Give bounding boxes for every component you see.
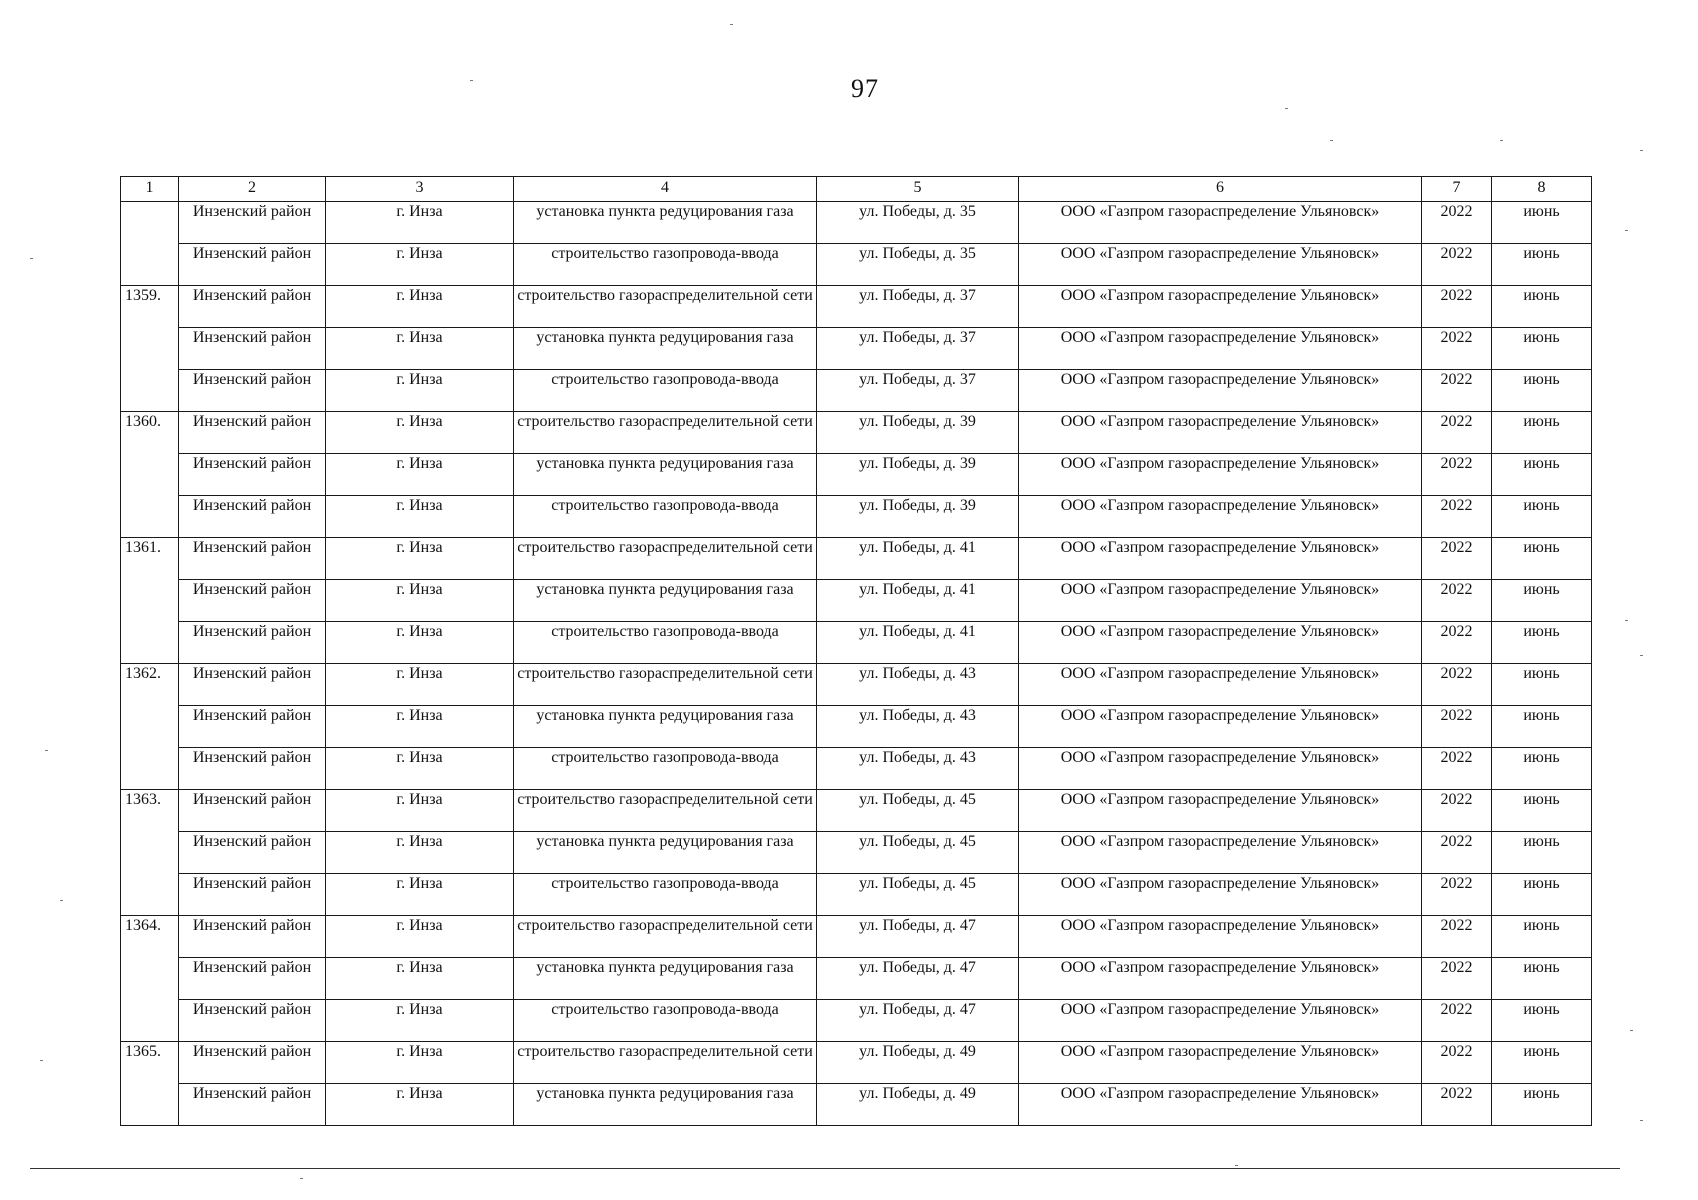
address-cell: ул. Победы, д. 47 bbox=[817, 958, 1019, 1000]
settlement-cell: г. Инза bbox=[326, 1084, 514, 1126]
year-cell: 2022 bbox=[1422, 286, 1492, 328]
organization-cell: ООО «Газпром газораспределение Ульяновск» bbox=[1019, 328, 1422, 370]
organization-cell: ООО «Газпром газораспределение Ульяновск» bbox=[1019, 1084, 1422, 1126]
address-cell: ул. Победы, д. 39 bbox=[817, 412, 1019, 454]
organization-cell: ООО «Газпром газораспределение Ульяновск» bbox=[1019, 748, 1422, 790]
month-cell: июнь bbox=[1492, 622, 1592, 664]
year-cell: 2022 bbox=[1422, 244, 1492, 286]
settlement-cell: г. Инза bbox=[326, 412, 514, 454]
year-cell: 2022 bbox=[1422, 916, 1492, 958]
work-type-cell: установка пункта редуцирования газа bbox=[514, 1084, 817, 1126]
district-cell: Инзенский район bbox=[179, 958, 326, 1000]
address-cell: ул. Победы, д. 39 bbox=[817, 454, 1019, 496]
month-cell: июнь bbox=[1492, 832, 1592, 874]
address-cell: ул. Победы, д. 43 bbox=[817, 706, 1019, 748]
settlement-cell: г. Инза bbox=[326, 706, 514, 748]
object-number-cell: 1364. bbox=[121, 916, 179, 1042]
organization-cell: ООО «Газпром газораспределение Ульяновск» bbox=[1019, 580, 1422, 622]
year-cell: 2022 bbox=[1422, 202, 1492, 244]
year-cell: 2022 bbox=[1422, 1042, 1492, 1084]
page-number: 97 bbox=[851, 74, 879, 103]
table-row bbox=[121, 454, 1592, 496]
scan-speck bbox=[730, 24, 733, 25]
header-col-1: 1 bbox=[121, 177, 179, 202]
address-cell: ул. Победы, д. 35 bbox=[817, 244, 1019, 286]
work-type-cell: строительство газораспределительной сети bbox=[514, 412, 817, 454]
scan-speck bbox=[60, 900, 63, 901]
scan-speck bbox=[1330, 140, 1333, 141]
month-cell: июнь bbox=[1492, 328, 1592, 370]
settlement-cell: г. Инза bbox=[326, 496, 514, 538]
table-row bbox=[121, 790, 1592, 832]
month-cell: июнь bbox=[1492, 958, 1592, 1000]
scan-speck bbox=[40, 1060, 43, 1061]
organization-cell: ООО «Газпром газораспределение Ульяновск» bbox=[1019, 622, 1422, 664]
work-type-cell: установка пункта редуцирования газа bbox=[514, 958, 817, 1000]
district-cell: Инзенский район bbox=[179, 832, 326, 874]
work-type-cell: строительство газораспределительной сети bbox=[514, 664, 817, 706]
district-cell: Инзенский район bbox=[179, 286, 326, 328]
district-cell: Инзенский район bbox=[179, 412, 326, 454]
works-schedule-table bbox=[120, 176, 1592, 1126]
month-cell: июнь bbox=[1492, 202, 1592, 244]
settlement-cell: г. Инза bbox=[326, 748, 514, 790]
table-row bbox=[121, 958, 1592, 1000]
work-type-cell: строительство газопровода-ввода bbox=[514, 748, 817, 790]
table-row bbox=[121, 412, 1592, 454]
work-type-cell: строительство газораспределительной сети bbox=[514, 538, 817, 580]
object-number-cell: 1361. bbox=[121, 538, 179, 664]
month-cell: июнь bbox=[1492, 874, 1592, 916]
organization-cell: ООО «Газпром газораспределение Ульяновск» bbox=[1019, 916, 1422, 958]
work-type-cell: установка пункта редуцирования газа bbox=[514, 454, 817, 496]
scan-speck bbox=[470, 80, 473, 81]
year-cell: 2022 bbox=[1422, 748, 1492, 790]
settlement-cell: г. Инза bbox=[326, 622, 514, 664]
header-col-6: 6 bbox=[1019, 177, 1422, 202]
settlement-cell: г. Инза bbox=[326, 790, 514, 832]
year-cell: 2022 bbox=[1422, 538, 1492, 580]
address-cell: ул. Победы, д. 39 bbox=[817, 496, 1019, 538]
district-cell: Инзенский район bbox=[179, 790, 326, 832]
settlement-cell: г. Инза bbox=[326, 244, 514, 286]
year-cell: 2022 bbox=[1422, 412, 1492, 454]
address-cell: ул. Победы, д. 49 bbox=[817, 1042, 1019, 1084]
settlement-cell: г. Инза bbox=[326, 202, 514, 244]
work-type-cell: строительство газопровода-ввода bbox=[514, 370, 817, 412]
settlement-cell: г. Инза bbox=[326, 664, 514, 706]
address-cell: ул. Победы, д. 41 bbox=[817, 622, 1019, 664]
organization-cell: ООО «Газпром газораспределение Ульяновск» bbox=[1019, 286, 1422, 328]
year-cell: 2022 bbox=[1422, 622, 1492, 664]
year-cell: 2022 bbox=[1422, 496, 1492, 538]
month-cell: июнь bbox=[1492, 1000, 1592, 1042]
work-type-cell: строительство газораспределительной сети bbox=[514, 1042, 817, 1084]
settlement-cell: г. Инза bbox=[326, 832, 514, 874]
organization-cell: ООО «Газпром газораспределение Ульяновск» bbox=[1019, 538, 1422, 580]
year-cell: 2022 bbox=[1422, 790, 1492, 832]
address-cell: ул. Победы, д. 41 bbox=[817, 580, 1019, 622]
table-row bbox=[121, 370, 1592, 412]
month-cell: июнь bbox=[1492, 244, 1592, 286]
district-cell: Инзенский район bbox=[179, 454, 326, 496]
address-cell: ул. Победы, д. 45 bbox=[817, 832, 1019, 874]
table-row bbox=[121, 1084, 1592, 1126]
year-cell: 2022 bbox=[1422, 874, 1492, 916]
year-cell: 2022 bbox=[1422, 328, 1492, 370]
table-row bbox=[121, 244, 1592, 286]
scan-speck bbox=[1630, 1030, 1633, 1031]
scan-speck bbox=[1625, 230, 1628, 231]
organization-cell: ООО «Газпром газораспределение Ульяновск» bbox=[1019, 706, 1422, 748]
header-col-8: 8 bbox=[1492, 177, 1592, 202]
scan-speck bbox=[1640, 1120, 1643, 1121]
district-cell: Инзенский район bbox=[179, 496, 326, 538]
organization-cell: ООО «Газпром газораспределение Ульяновск» bbox=[1019, 958, 1422, 1000]
table-row bbox=[121, 286, 1592, 328]
address-cell: ул. Победы, д. 45 bbox=[817, 790, 1019, 832]
settlement-cell: г. Инза bbox=[326, 1000, 514, 1042]
scan-speck bbox=[1500, 140, 1503, 141]
year-cell: 2022 bbox=[1422, 1000, 1492, 1042]
district-cell: Инзенский район bbox=[179, 328, 326, 370]
table-row bbox=[121, 874, 1592, 916]
year-cell: 2022 bbox=[1422, 664, 1492, 706]
table-row bbox=[121, 706, 1592, 748]
table-row bbox=[121, 202, 1592, 244]
scan-speck bbox=[1285, 108, 1288, 109]
scan-speck bbox=[1625, 620, 1628, 621]
bottom-rule bbox=[30, 1168, 1620, 1169]
month-cell: июнь bbox=[1492, 538, 1592, 580]
year-cell: 2022 bbox=[1422, 832, 1492, 874]
table-row bbox=[121, 1042, 1592, 1084]
month-cell: июнь bbox=[1492, 412, 1592, 454]
object-number-cell bbox=[121, 202, 179, 286]
settlement-cell: г. Инза bbox=[326, 916, 514, 958]
settlement-cell: г. Инза bbox=[326, 580, 514, 622]
address-cell: ул. Победы, д. 43 bbox=[817, 748, 1019, 790]
work-type-cell: установка пункта редуцирования газа bbox=[514, 328, 817, 370]
district-cell: Инзенский район bbox=[179, 202, 326, 244]
address-cell: ул. Победы, д. 45 bbox=[817, 874, 1019, 916]
work-type-cell: строительство газораспределительной сети bbox=[514, 916, 817, 958]
year-cell: 2022 bbox=[1422, 454, 1492, 496]
organization-cell: ООО «Газпром газораспределение Ульяновск» bbox=[1019, 244, 1422, 286]
district-cell: Инзенский район bbox=[179, 370, 326, 412]
table-row bbox=[121, 538, 1592, 580]
settlement-cell: г. Инза bbox=[326, 370, 514, 412]
month-cell: июнь bbox=[1492, 496, 1592, 538]
address-cell: ул. Победы, д. 35 bbox=[817, 202, 1019, 244]
work-type-cell: установка пункта редуцирования газа bbox=[514, 580, 817, 622]
table-body bbox=[121, 202, 1592, 1126]
scan-speck bbox=[45, 750, 48, 751]
address-cell: ул. Победы, д. 41 bbox=[817, 538, 1019, 580]
header-row bbox=[121, 177, 1592, 202]
work-type-cell: установка пункта редуцирования газа bbox=[514, 202, 817, 244]
header-col-3: 3 bbox=[326, 177, 514, 202]
district-cell: Инзенский район bbox=[179, 622, 326, 664]
address-cell: ул. Победы, д. 49 bbox=[817, 1084, 1019, 1126]
scan-speck bbox=[1640, 655, 1643, 656]
district-cell: Инзенский район bbox=[179, 874, 326, 916]
work-type-cell: строительство газопровода-ввода bbox=[514, 1000, 817, 1042]
organization-cell: ООО «Газпром газораспределение Ульяновск» bbox=[1019, 832, 1422, 874]
settlement-cell: г. Инза bbox=[326, 538, 514, 580]
district-cell: Инзенский район bbox=[179, 1042, 326, 1084]
header-col-2: 2 bbox=[179, 177, 326, 202]
object-number-cell: 1365. bbox=[121, 1042, 179, 1126]
work-type-cell: установка пункта редуцирования газа bbox=[514, 706, 817, 748]
address-cell: ул. Победы, д. 37 bbox=[817, 370, 1019, 412]
year-cell: 2022 bbox=[1422, 706, 1492, 748]
month-cell: июнь bbox=[1492, 706, 1592, 748]
table-row bbox=[121, 580, 1592, 622]
table-row bbox=[121, 496, 1592, 538]
year-cell: 2022 bbox=[1422, 370, 1492, 412]
settlement-cell: г. Инза bbox=[326, 328, 514, 370]
settlement-cell: г. Инза bbox=[326, 1042, 514, 1084]
work-type-cell: строительство газопровода-ввода bbox=[514, 622, 817, 664]
address-cell: ул. Победы, д. 47 bbox=[817, 916, 1019, 958]
table-row bbox=[121, 832, 1592, 874]
district-cell: Инзенский район bbox=[179, 748, 326, 790]
organization-cell: ООО «Газпром газораспределение Ульяновск» bbox=[1019, 1000, 1422, 1042]
table-row bbox=[121, 622, 1592, 664]
table-row bbox=[121, 916, 1592, 958]
work-type-cell: строительство газопровода-ввода bbox=[514, 244, 817, 286]
object-number-cell: 1362. bbox=[121, 664, 179, 790]
organization-cell: ООО «Газпром газораспределение Ульяновск» bbox=[1019, 454, 1422, 496]
month-cell: июнь bbox=[1492, 748, 1592, 790]
object-number-cell: 1363. bbox=[121, 790, 179, 916]
settlement-cell: г. Инза bbox=[326, 454, 514, 496]
organization-cell: ООО «Газпром газораспределение Ульяновск» bbox=[1019, 664, 1422, 706]
header-col-4: 4 bbox=[514, 177, 817, 202]
district-cell: Инзенский район bbox=[179, 1084, 326, 1126]
organization-cell: ООО «Газпром газораспределение Ульяновск» bbox=[1019, 370, 1422, 412]
address-cell: ул. Победы, д. 47 bbox=[817, 1000, 1019, 1042]
address-cell: ул. Победы, д. 37 bbox=[817, 328, 1019, 370]
scan-speck bbox=[300, 1178, 303, 1179]
year-cell: 2022 bbox=[1422, 1084, 1492, 1126]
work-type-cell: строительство газораспределительной сети bbox=[514, 286, 817, 328]
month-cell: июнь bbox=[1492, 1042, 1592, 1084]
settlement-cell: г. Инза bbox=[326, 958, 514, 1000]
month-cell: июнь bbox=[1492, 286, 1592, 328]
organization-cell: ООО «Газпром газораспределение Ульяновск» bbox=[1019, 412, 1422, 454]
scan-speck bbox=[1235, 1165, 1238, 1166]
organization-cell: ООО «Газпром газораспределение Ульяновск» bbox=[1019, 874, 1422, 916]
district-cell: Инзенский район bbox=[179, 580, 326, 622]
table-row bbox=[121, 328, 1592, 370]
table-row bbox=[121, 664, 1592, 706]
district-cell: Инзенский район bbox=[179, 538, 326, 580]
address-cell: ул. Победы, д. 37 bbox=[817, 286, 1019, 328]
work-type-cell: строительство газопровода-ввода bbox=[514, 874, 817, 916]
work-type-cell: строительство газопровода-ввода bbox=[514, 496, 817, 538]
organization-cell: ООО «Газпром газораспределение Ульяновск» bbox=[1019, 496, 1422, 538]
year-cell: 2022 bbox=[1422, 580, 1492, 622]
organization-cell: ООО «Газпром газораспределение Ульяновск» bbox=[1019, 202, 1422, 244]
month-cell: июнь bbox=[1492, 370, 1592, 412]
organization-cell: ООО «Газпром газораспределение Ульяновск» bbox=[1019, 790, 1422, 832]
month-cell: июнь bbox=[1492, 790, 1592, 832]
month-cell: июнь bbox=[1492, 580, 1592, 622]
district-cell: Инзенский район bbox=[179, 664, 326, 706]
scan-speck bbox=[1640, 150, 1643, 151]
work-type-cell: строительство газораспределительной сети bbox=[514, 790, 817, 832]
settlement-cell: г. Инза bbox=[326, 286, 514, 328]
work-type-cell: установка пункта редуцирования газа bbox=[514, 832, 817, 874]
table-row bbox=[121, 1000, 1592, 1042]
month-cell: июнь bbox=[1492, 664, 1592, 706]
table-row bbox=[121, 748, 1592, 790]
object-number-cell: 1360. bbox=[121, 412, 179, 538]
organization-cell: ООО «Газпром газораспределение Ульяновск» bbox=[1019, 1042, 1422, 1084]
district-cell: Инзенский район bbox=[179, 916, 326, 958]
district-cell: Инзенский район bbox=[179, 706, 326, 748]
header-col-5: 5 bbox=[817, 177, 1019, 202]
object-number-cell: 1359. bbox=[121, 286, 179, 412]
month-cell: июнь bbox=[1492, 1084, 1592, 1126]
scan-speck bbox=[30, 258, 33, 259]
settlement-cell: г. Инза bbox=[326, 874, 514, 916]
address-cell: ул. Победы, д. 43 bbox=[817, 664, 1019, 706]
year-cell: 2022 bbox=[1422, 958, 1492, 1000]
district-cell: Инзенский район bbox=[179, 244, 326, 286]
district-cell: Инзенский район bbox=[179, 1000, 326, 1042]
month-cell: июнь bbox=[1492, 454, 1592, 496]
header-col-7: 7 bbox=[1422, 177, 1492, 202]
month-cell: июнь bbox=[1492, 916, 1592, 958]
